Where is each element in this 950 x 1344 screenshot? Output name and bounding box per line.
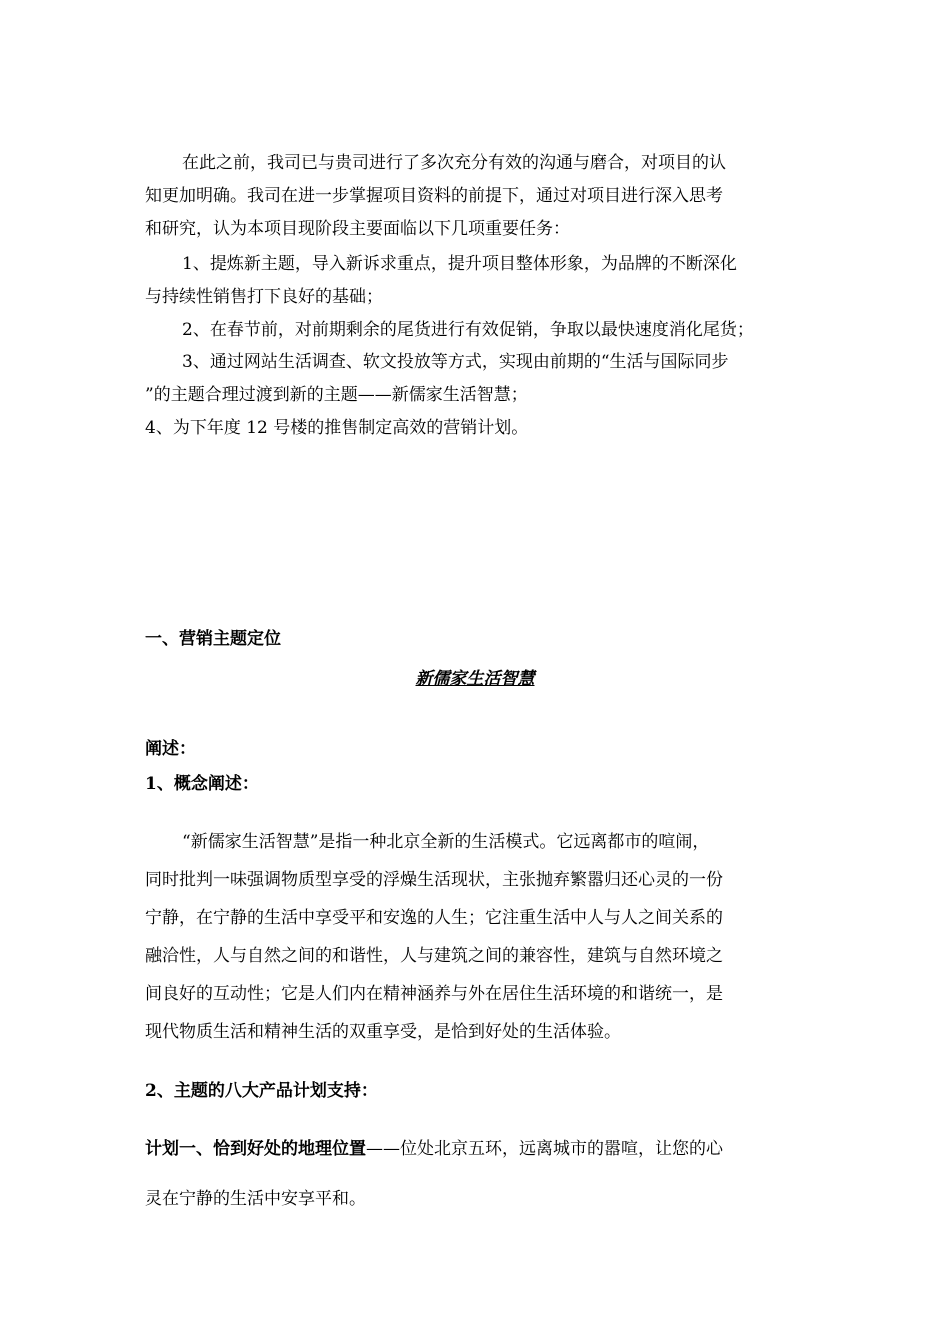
task-3-line-2: ”的主题合理过渡到新的主题——新儒家生活智慧；	[145, 385, 528, 405]
intro-paragraph-line-1: 在此之前，我司已与贵司进行了多次充分有效的沟通与磨合，对项目的认	[182, 153, 726, 173]
task-4: 4、为下年度 12 号楼的推售制定高效的营销计划。	[145, 418, 529, 438]
concept-line-1: “新儒家生活智慧”是指一种北京全新的生活模式。它远离都市的喧闹，	[182, 832, 710, 852]
task-1-line-1: 1、提炼新主题，导入新诉求重点，提升项目整体形象，为品牌的不断深化	[182, 254, 737, 274]
task-1-line-2: 与持续性销售打下良好的基础；	[145, 287, 383, 307]
elaboration-label: 阐述：	[145, 739, 196, 759]
concept-line-2: 同时批判一味强调物质型享受的浮燥生活现状，主张抛弃繁嚣归还心灵的一份	[145, 870, 723, 890]
task-2: 2、在春节前，对前期剩余的尾货进行有效促销，争取以最快速度消化尾货；	[182, 320, 754, 340]
plan-1-line-2: 灵在宁静的生活中安享平和。	[145, 1189, 366, 1209]
concept-line-3: 宁静，在宁静的生活中享受平和安逸的人生；它注重生活中人与人之间关系的	[145, 908, 723, 928]
concept-line-4: 融洽性，人与自然之间的和谐性，人与建筑之间的兼容性，建筑与自然环境之	[145, 946, 723, 966]
section-heading: 一、营销主题定位	[145, 629, 281, 649]
plan-1-title: 计划一、恰到好处的地理位置	[145, 1139, 366, 1159]
plan-1-text: ——位处北京五环，远离城市的嚣喧，让您的心	[366, 1139, 723, 1159]
intro-paragraph-line-2: 知更加明确。我司在进一步掌握项目资料的前提下，通过对项目进行深入思考	[145, 186, 723, 206]
concept-line-5: 间良好的互动性；它是人们内在精神涵养与外在居住生活环境的和谐统一，是	[145, 984, 723, 1004]
task-3-line-1: 3、通过网站生活调查、软文投放等方式，实现由前期的“生活与国际同步	[182, 352, 729, 372]
plans-label: 2、主题的八大产品计划支持：	[145, 1081, 378, 1101]
theme-title: 新儒家生活智慧	[415, 669, 535, 689]
plan-1-line-1	[145, 1138, 723, 1160]
concept-line-6: 现代物质生活和精神生活的双重享受，是恰到好处的生活体验。	[145, 1022, 621, 1042]
intro-paragraph-line-3: 和研究，认为本项目现阶段主要面临以下几项重要任务：	[145, 219, 570, 239]
concept-label: 1、概念阐述：	[145, 774, 259, 794]
